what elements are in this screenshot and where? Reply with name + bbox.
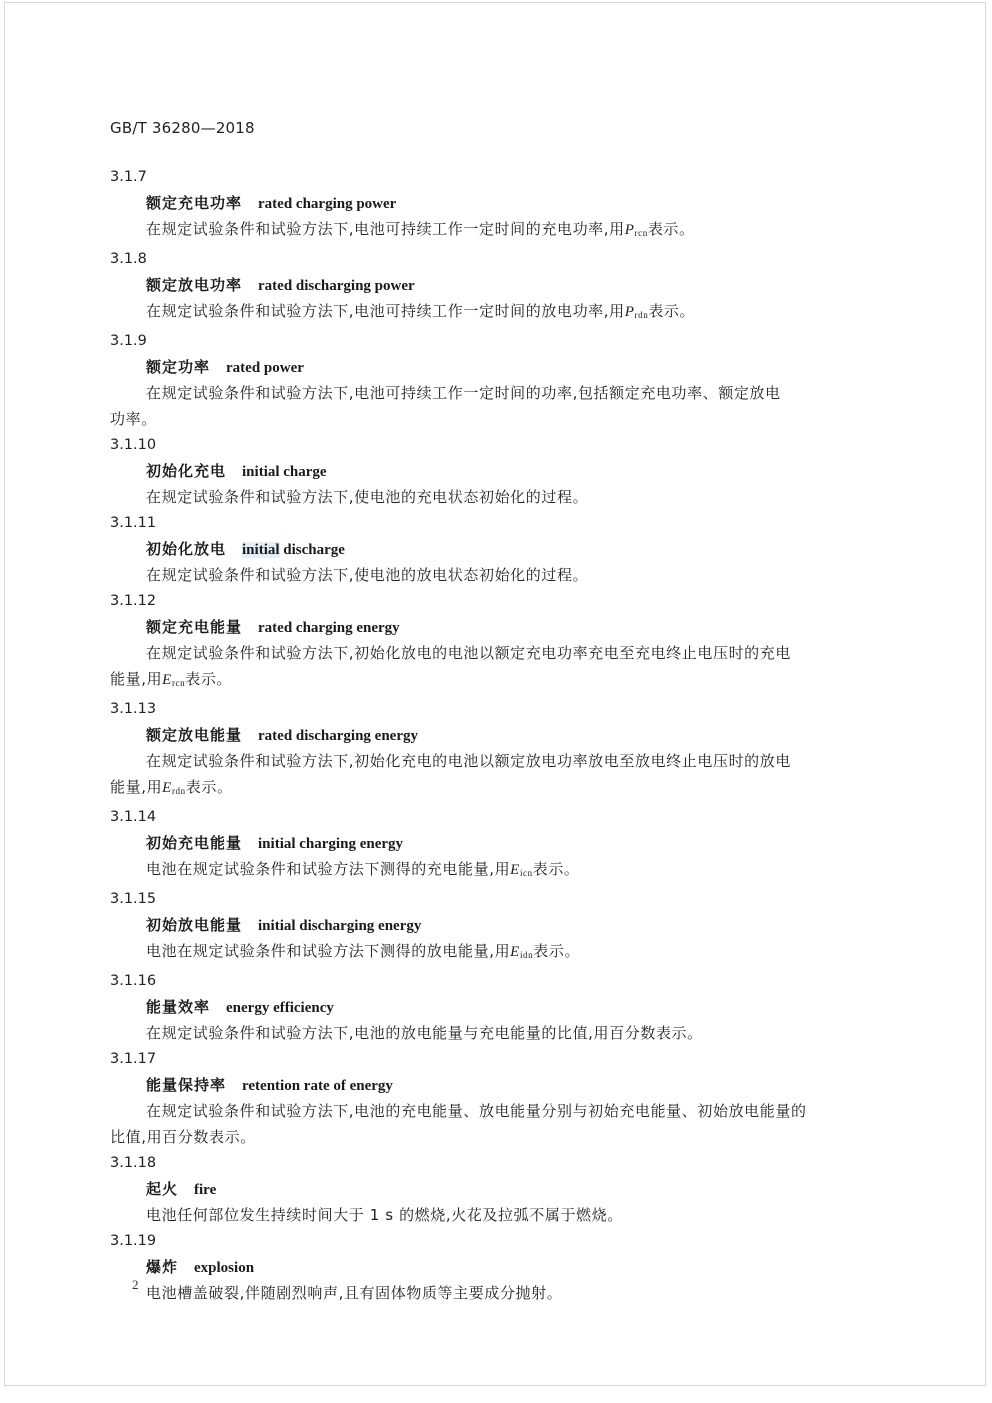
symbol-subscript: icn <box>519 868 533 878</box>
term-definition <box>0 216 992 246</box>
clause-number: 3.1.18 <box>110 1155 157 1171</box>
term-chinese: 初始放电能量 <box>146 916 243 934</box>
term-english: initial discharging energy <box>258 918 422 934</box>
definition-text: 能量,用 <box>110 670 163 688</box>
symbol-letter: E <box>510 862 520 878</box>
term-definition-line: 比值,用百分数表示。 <box>110 1128 256 1146</box>
symbol-letter: E <box>162 780 172 796</box>
symbol <box>625 222 648 238</box>
definition-text: 表示。 <box>533 942 581 960</box>
term-english: fire <box>194 1182 217 1198</box>
term-title <box>0 536 992 562</box>
term-definition-line: 功率。 <box>110 410 157 428</box>
term-title <box>0 830 992 856</box>
term-title <box>0 354 992 380</box>
term-chinese: 额定功率 <box>146 358 211 376</box>
symbol-letter: P <box>624 222 635 238</box>
symbol-subscript: rcn <box>171 678 186 688</box>
term-definitions <box>0 164 992 1306</box>
term-chinese: 能量保持率 <box>146 1076 227 1094</box>
definition-text: 电池在规定试验条件和试验方法下测得的充电能量,用 <box>146 860 511 878</box>
term-entry <box>0 804 992 886</box>
definition-text: 表示。 <box>185 778 233 796</box>
definition-text: 在规定试验条件和试验方法下,电池可持续工作一定时间的放电功率,用 <box>146 302 625 320</box>
term-chinese: 爆炸 <box>146 1258 179 1276</box>
clause-number: 3.1.10 <box>110 437 157 453</box>
term-english: retention rate of energy <box>242 1078 393 1094</box>
term-chinese: 额定充电能量 <box>146 618 243 636</box>
term-title <box>0 272 992 298</box>
symbol-letter: P <box>624 304 635 320</box>
term-entry <box>0 328 992 432</box>
symbol <box>162 780 186 796</box>
term-english <box>242 542 345 558</box>
term-english: initial charging energy <box>258 836 404 852</box>
term-definition <box>0 938 992 968</box>
term-entry <box>0 1046 992 1150</box>
term-chinese: 初始充电能量 <box>146 834 243 852</box>
symbol-subscript: rcn <box>634 228 648 238</box>
page-number: 2 <box>132 1277 139 1292</box>
term-english: rated discharging energy <box>258 728 418 744</box>
symbol <box>510 862 533 878</box>
term-definition: 在规定试验条件和试验方法下,电池的放电能量与充电能量的比值,用百分数表示。 <box>146 1024 703 1042</box>
term-title <box>0 614 992 640</box>
clause-number: 3.1.8 <box>110 251 147 267</box>
term-entry <box>0 1150 992 1228</box>
clause-number: 3.1.15 <box>110 891 157 907</box>
term-title <box>0 912 992 938</box>
definition-text: 表示。 <box>532 860 580 878</box>
term-chinese: 额定放电能量 <box>146 726 243 744</box>
selection-highlight: initial <box>242 542 280 558</box>
clause-number: 3.1.19 <box>110 1233 157 1249</box>
symbol <box>625 304 649 320</box>
term-english: rated charging energy <box>258 620 400 636</box>
clause-number: 3.1.17 <box>110 1051 157 1067</box>
term-entry <box>0 1228 992 1306</box>
term-title <box>0 1072 992 1098</box>
term-title <box>0 994 992 1020</box>
term-english-rest: discharge <box>279 542 345 558</box>
term-english: rated power <box>226 360 304 376</box>
term-entry <box>0 886 992 968</box>
symbol-subscript: idn <box>519 950 534 960</box>
term-definition: 电池任何部位发生持续时间大于 1 s 的燃烧,火花及拉弧不属于燃烧。 <box>146 1206 623 1224</box>
standard-code-header: GB/T 36280—2018 <box>110 119 255 137</box>
definition-text: 在规定试验条件和试验方法下,电池可持续工作一定时间的充电功率,用 <box>146 220 625 238</box>
clause-number: 3.1.7 <box>110 169 147 185</box>
term-chinese: 额定放电功率 <box>146 276 243 294</box>
definition-text: 电池在规定试验条件和试验方法下测得的放电能量,用 <box>146 942 511 960</box>
term-definition-line <box>0 666 992 696</box>
term-entry <box>0 164 992 246</box>
term-entry <box>0 588 992 696</box>
term-title <box>0 1176 992 1202</box>
term-definition-line: 在规定试验条件和试验方法下,电池可持续工作一定时间的功率,包括额定充电功率、额定放电 <box>146 384 781 402</box>
term-entry <box>0 432 992 510</box>
clause-number: 3.1.11 <box>110 515 157 531</box>
term-definition-line: 在规定试验条件和试验方法下,初始化充电的电池以额定放电功率放电至放电终止电压时的放电 <box>146 752 791 770</box>
term-title <box>0 458 992 484</box>
term-definition: 电池槽盖破裂,伴随剧烈响声,且有固体物质等主要成分抛射。 <box>146 1284 563 1302</box>
term-chinese: 初始化充电 <box>146 462 227 480</box>
symbol-subscript: rdn <box>171 786 186 796</box>
term-title <box>0 1254 992 1280</box>
term-entry <box>0 968 992 1046</box>
clause-number: 3.1.9 <box>110 333 147 349</box>
term-definition <box>0 856 992 886</box>
term-chinese: 起火 <box>146 1180 179 1198</box>
term-definition: 在规定试验条件和试验方法下,使电池的放电状态初始化的过程。 <box>146 566 589 584</box>
term-definition-line: 在规定试验条件和试验方法下,电池的充电能量、放电能量分别与初始充电能量、初始放电能量的 <box>146 1102 807 1120</box>
term-definition: 在规定试验条件和试验方法下,使电池的充电状态初始化的过程。 <box>146 488 589 506</box>
term-title <box>0 190 992 216</box>
clause-number: 3.1.16 <box>110 973 157 989</box>
term-entry <box>0 696 992 804</box>
term-chinese: 初始化放电 <box>146 540 227 558</box>
definition-text: 表示。 <box>647 220 695 238</box>
term-chinese: 能量效率 <box>146 998 211 1016</box>
symbol-letter: E <box>510 944 520 960</box>
clause-number: 3.1.13 <box>110 701 157 717</box>
term-english: rated charging power <box>258 196 397 212</box>
symbol-letter: E <box>162 672 172 688</box>
definition-text: 能量,用 <box>110 778 163 796</box>
term-definition-line: 在规定试验条件和试验方法下,初始化放电的电池以额定充电功率充电至充电终止电压时的充电 <box>146 644 791 662</box>
term-english: explosion <box>194 1260 255 1276</box>
definition-text: 表示。 <box>185 670 233 688</box>
term-chinese: 额定充电功率 <box>146 194 243 212</box>
clause-number: 3.1.12 <box>110 593 157 609</box>
term-entry <box>0 246 992 328</box>
definition-text: 表示。 <box>648 302 696 320</box>
term-english: rated discharging power <box>258 278 415 294</box>
term-english: initial charge <box>242 464 327 480</box>
symbol <box>510 944 533 960</box>
term-definition-line <box>0 774 992 804</box>
term-entry <box>0 510 992 588</box>
term-definition <box>0 298 992 328</box>
symbol <box>162 672 185 688</box>
term-english: energy efficiency <box>226 1000 334 1016</box>
term-title <box>0 722 992 748</box>
symbol-subscript: rdn <box>634 310 649 320</box>
clause-number: 3.1.14 <box>110 809 157 825</box>
